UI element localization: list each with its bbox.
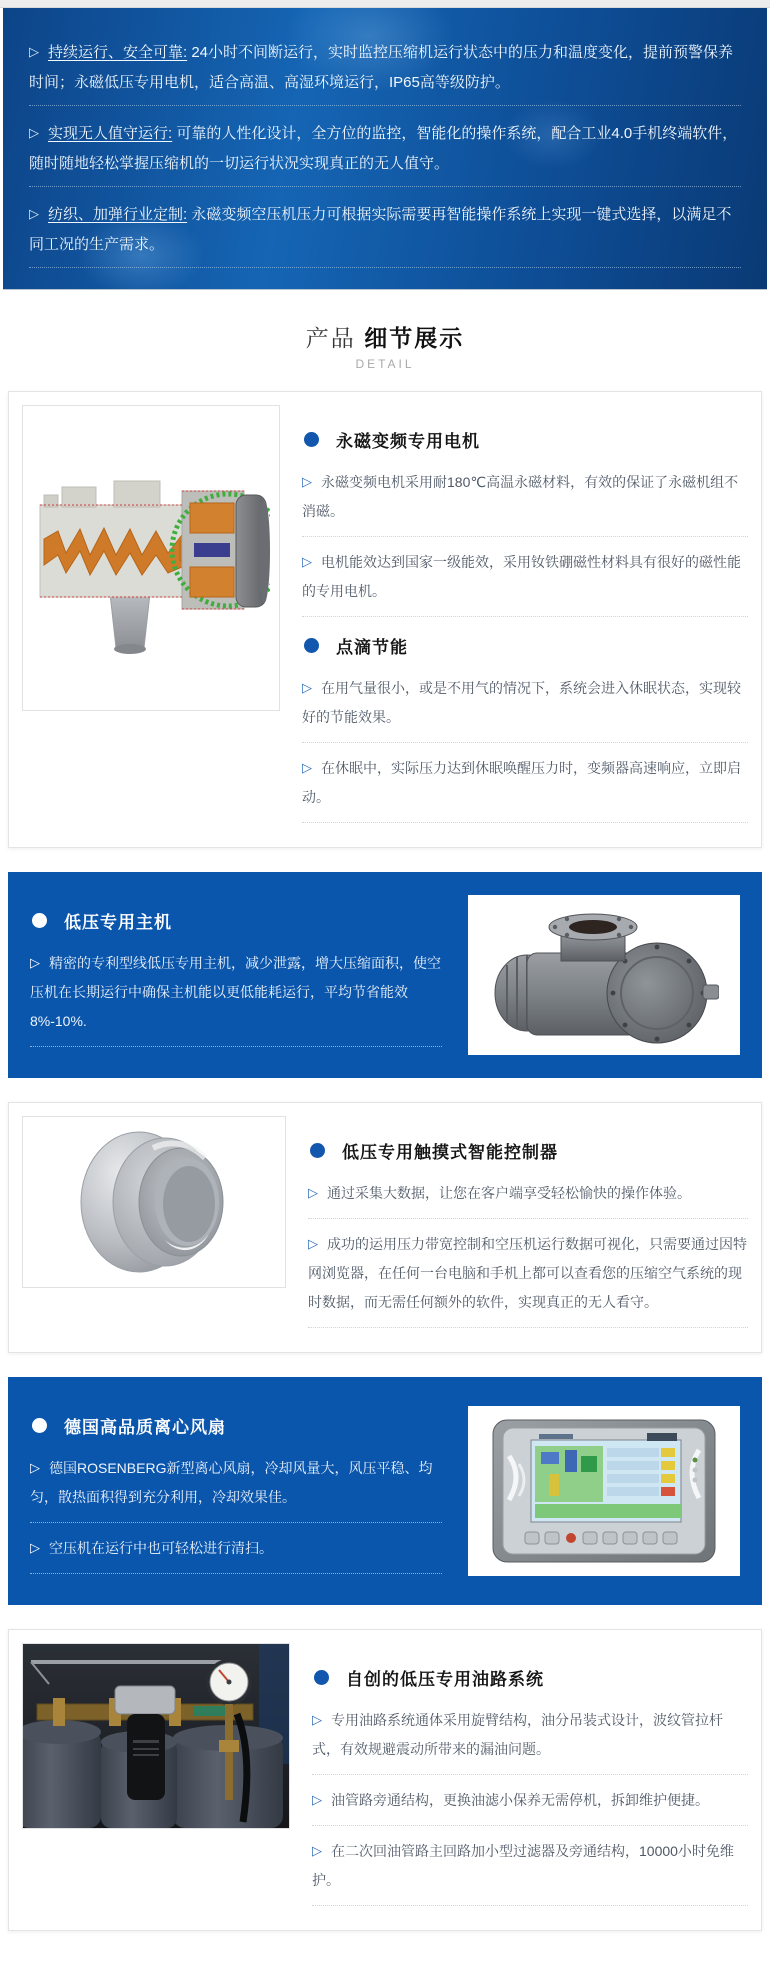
card-paragraph xyxy=(312,1786,748,1826)
triangle-bullet-icon: ▷ xyxy=(29,44,39,59)
card-paragraph xyxy=(308,1179,748,1219)
page-top-divider xyxy=(0,0,770,8)
section-title xyxy=(0,320,770,353)
triangle-bullet-icon: ▷ xyxy=(312,1712,322,1727)
detail-card-controller-text xyxy=(8,1102,762,1353)
bullet-dot-icon xyxy=(314,1670,329,1685)
triangle-bullet-icon: ▷ xyxy=(308,1185,318,1200)
banner-item-text: 可靠的人性化设计，全方位的监控，智能化的操作系统，配合工业4.0手机终端软件，随时随地轻松掌握压缩机的一切运行状况实现真正的无人值守。 xyxy=(29,125,738,172)
features-banner xyxy=(3,8,767,290)
card-paragraph xyxy=(302,548,748,617)
detail-card-airend xyxy=(8,872,762,1078)
banner-item-lead: 实现无人值守运行: xyxy=(48,125,173,142)
section-title-prefix: 产品 xyxy=(305,325,356,351)
section-title-main: 细节展示 xyxy=(364,325,465,351)
detail-card-motor xyxy=(8,391,762,848)
paragraph-text: 电机能效达到国家一级能效，采用钕铁硼磁性材料具有很好的磁性能的专用电机。 xyxy=(302,554,741,599)
section-subtitle: DETAIL xyxy=(355,357,415,371)
triangle-bullet-icon: ▷ xyxy=(312,1792,322,1807)
triangle-bullet-icon: ▷ xyxy=(308,1236,318,1251)
paragraph-text: 油管路旁通结构，更换油滤小保养无需停机，拆卸维护便捷。 xyxy=(331,1792,709,1808)
card-paragraph xyxy=(302,754,748,823)
card-heading xyxy=(302,633,748,658)
card-section xyxy=(30,1413,442,1574)
paragraph-text: 永磁变频电机采用耐180℃高温永磁材料，有效的保证了永磁机组不消磁。 xyxy=(302,474,739,519)
triangle-bullet-icon: ▷ xyxy=(29,125,39,140)
triangle-bullet-icon: ▷ xyxy=(302,474,312,489)
card-section xyxy=(308,1138,748,1328)
triangle-bullet-icon: ▷ xyxy=(302,554,312,569)
detail-card-fan xyxy=(8,1377,762,1605)
airend-image xyxy=(468,895,740,1055)
motor-cutaway-image xyxy=(22,405,280,711)
triangle-bullet-icon: ▷ xyxy=(30,955,40,970)
bullet-dot-icon xyxy=(304,432,319,447)
card-heading xyxy=(308,1138,748,1163)
bullet-dot-icon xyxy=(32,1418,47,1433)
card-paragraph xyxy=(30,1534,442,1574)
card-section xyxy=(312,1665,748,1906)
oil-system-image xyxy=(22,1643,290,1829)
banner-item-text: 永磁变频空压机压力可根据实际需要再智能操作系统上实现一键式选择，以满足不同工况的生产需求。 xyxy=(29,206,732,253)
paragraph-text: 在二次回油管路主回路加小型过滤器及旁通结构，10000小时免维护。 xyxy=(312,1843,734,1888)
paragraph-text: 德国ROSENBERG新型离心风扇，冷却风量大，风压平稳、均匀，散热面积得到充分利用，冷却效果佳。 xyxy=(30,1460,433,1505)
impeller-image xyxy=(22,1116,286,1288)
controller-image xyxy=(468,1406,740,1576)
card-section xyxy=(302,427,748,617)
banner-item-lead: 持续运行、安全可靠: xyxy=(48,44,188,61)
card-paragraph xyxy=(30,949,442,1047)
card-heading-text: 点滴节能 xyxy=(336,638,408,657)
triangle-bullet-icon: ▷ xyxy=(30,1540,40,1555)
banner-item xyxy=(29,38,741,106)
card-paragraph xyxy=(302,468,748,537)
paragraph-text: 在用气量很小，或是不用气的情况下，系统会进入休眠状态，实现较好的节能效果。 xyxy=(302,680,741,725)
triangle-bullet-icon: ▷ xyxy=(302,680,312,695)
detail-card-oil xyxy=(8,1629,762,1931)
card-heading-text: 德国高品质离心风扇 xyxy=(64,1418,226,1437)
banner-item-text: 24小时不间断运行，实时监控压缩机运行状态中的压力和温度变化，提前预警保养时间；永磁低压专用电机，适合高温、高湿环境运行，IP65高等级防护。 xyxy=(29,44,734,91)
card-paragraph xyxy=(308,1230,748,1328)
paragraph-text: 专用油路系统通体采用旋臂结构，油分吊装式设计，波纹管拉杆式，有效规避震动所带来的漏油问题。 xyxy=(312,1712,723,1757)
card-section xyxy=(30,908,442,1047)
banner-item xyxy=(29,200,741,268)
triangle-bullet-icon: ▷ xyxy=(302,760,312,775)
bottom-whitespace xyxy=(0,1955,770,1975)
triangle-bullet-icon: ▷ xyxy=(29,206,39,221)
card-paragraph xyxy=(312,1706,748,1775)
paragraph-text: 成功的运用压力带宽控制和空压机运行数据可视化，只需要通过因特网浏览器，在任何一台电脑和手机上都可以查看您的压缩空气系统的现时数据，而无需任何额外的软件，实现真正的无人看守。 xyxy=(308,1236,747,1310)
card-paragraph xyxy=(30,1454,442,1523)
card-heading xyxy=(312,1665,748,1690)
paragraph-text: 在休眠中，实际压力达到休眠唤醒压力时，变频器高速响应，立即启动。 xyxy=(302,760,741,805)
card-heading-text: 低压专用触摸式智能控制器 xyxy=(342,1143,558,1162)
card-heading-text: 低压专用主机 xyxy=(64,913,172,932)
triangle-bullet-icon: ▷ xyxy=(312,1843,322,1858)
card-heading xyxy=(302,427,748,452)
card-heading-text: 永磁变频专用电机 xyxy=(336,432,480,451)
paragraph-text: 精密的专利型线低压专用主机，减少泄露，增大压缩面积，使空压机在长期运行中确保主机能以更低能耗运行，平均节省能效8%-10%. xyxy=(30,955,441,1029)
banner-item-lead: 纺织、加弹行业定制: xyxy=(48,206,188,223)
card-section xyxy=(302,633,748,823)
banner-item xyxy=(29,119,741,187)
paragraph-text: 空压机在运行中也可轻松进行清扫。 xyxy=(49,1540,273,1556)
triangle-bullet-icon: ▷ xyxy=(30,1460,40,1475)
card-heading xyxy=(30,908,442,933)
bullet-dot-icon xyxy=(304,638,319,653)
paragraph-text: 通过采集大数据，让您在客户端享受轻松愉快的操作体验。 xyxy=(327,1185,691,1201)
bullet-dot-icon xyxy=(32,913,47,928)
section-header xyxy=(0,320,770,371)
card-paragraph xyxy=(312,1837,748,1906)
card-heading xyxy=(30,1413,442,1438)
bullet-dot-icon xyxy=(310,1143,325,1158)
card-paragraph xyxy=(302,674,748,743)
card-heading-text: 自创的低压专用油路系统 xyxy=(346,1670,544,1689)
